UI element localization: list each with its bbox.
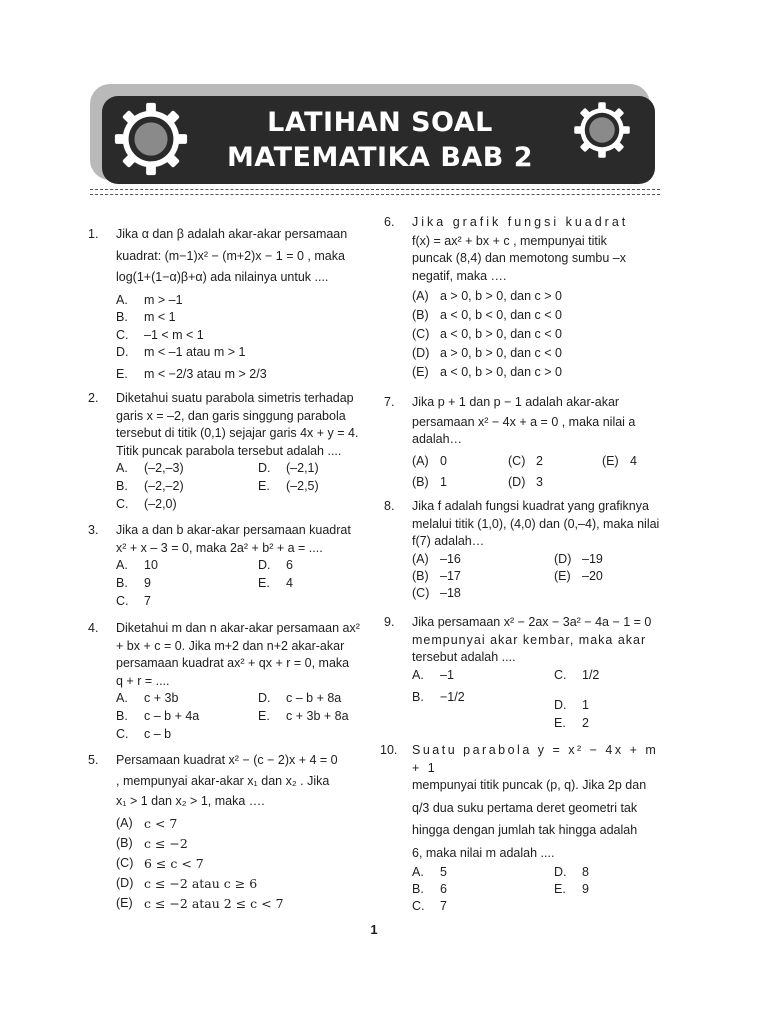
answer-option: (E) c ≤ −2 atau 2 ≤ c < 7 — [116, 895, 284, 911]
answer-option: A. m > –1 — [116, 292, 183, 307]
question-number: 8. — [384, 499, 395, 513]
divider — [90, 189, 660, 190]
page-title-line1: LATIHAN SOAL — [267, 107, 493, 138]
question-stem-line: Diketahui m dan n akar-akar persamaan ax² — [116, 621, 360, 635]
answer-option: (D) –19 — [554, 551, 603, 566]
answer-option: (A) –16 — [412, 551, 461, 566]
question-stem-line: Jika f adalah fungsi kuadrat yang grafiknya — [412, 499, 649, 513]
question-stem-line: Jika persamaan x² − 2ax − 3a² − 4a − 1 = 0 — [412, 615, 652, 629]
page-title-line2: MATEMATIKA BAB 2 — [226, 142, 534, 173]
answer-option: C. –1 < m < 1 — [116, 327, 204, 342]
question-stem-line: Suatu parabola y = x² − 4x + m + 1 — [412, 743, 659, 775]
question-number: 2. — [88, 391, 99, 405]
question-stem-line: q/3 dua suku pertama deret geometri tak — [412, 800, 638, 815]
question-stem-line: mempunyai akar kembar, maka akar — [412, 632, 647, 647]
answer-option: C. c – b — [116, 727, 172, 741]
answer-option: (E) a < 0, b > 0, dan c > 0 — [412, 365, 562, 379]
answer-option: D. 6 — [258, 558, 293, 572]
answer-option: (E) –20 — [554, 568, 603, 583]
question-stem-line: persamaan kuadrat ax² + qx + r = 0, maka — [116, 656, 350, 670]
question-stem-line: puncak (8,4) dan memotong sumbu –x — [412, 251, 627, 265]
divider — [90, 194, 660, 195]
question-stem-line: garis x = –2, dan garis singgung parabola — [116, 408, 346, 423]
question-stem-line: tersebut di titik (0,1) sejajar garis 4x + y = 4. — [116, 426, 359, 440]
answer-option: (E) 4 — [602, 453, 637, 468]
question-stem-line: f(7) adalah… — [412, 534, 485, 548]
question-stem-line: Jika a dan b akar-akar persamaan kuadrat — [116, 523, 351, 537]
answer-option: C. 1/2 — [554, 667, 600, 682]
answer-option: (B) 1 — [412, 474, 447, 489]
answer-option: D. m < –1 atau m > 1 — [116, 345, 246, 359]
question-number: 9. — [384, 615, 395, 629]
answer-option: (B) c ≤ −2 — [116, 835, 188, 851]
answer-option: B. m < 1 — [116, 310, 176, 324]
question-number: 6. — [384, 215, 395, 229]
page-number: 1 — [370, 922, 378, 937]
answer-option: (A) a > 0, b > 0, dan c > 0 — [412, 289, 562, 303]
answer-option: (D) c ≤ −2 atau c ≥ 6 — [116, 875, 258, 891]
answer-option: E. (–2,5) — [258, 479, 319, 493]
answer-option: E. 2 — [554, 715, 589, 730]
question-stem-line: Diketahui suatu parabola simetris terhadap — [116, 391, 354, 405]
question-stem-line: Jika α dan β adalah akar-akar persamaan — [116, 227, 348, 241]
gear-icon — [572, 100, 632, 160]
gear-icon — [112, 100, 190, 178]
answer-option: (B) –17 — [412, 568, 461, 583]
answer-option: (A) c < 7 — [116, 815, 178, 831]
answer-option: E. c + 3b + 8a — [258, 709, 349, 723]
answer-option: B. 9 — [116, 576, 151, 590]
answer-option: E. m < −2/3 atau m > 2/3 — [116, 366, 267, 381]
question-number: 3. — [88, 523, 99, 537]
question-stem-line: log(1+(1−α)β+α) ada nilainya untuk .... — [116, 270, 329, 284]
answer-option: (D) 3 — [508, 474, 543, 489]
answer-option: D. 1 — [554, 697, 589, 712]
answer-option: C. (–2,0) — [116, 497, 177, 511]
question-stem-line: persamaan x² − 4x + a = 0 , maka nilai a — [412, 414, 636, 429]
answer-option: B. −1/2 — [412, 689, 465, 704]
question-stem-line: q + r = .... — [116, 673, 170, 688]
question-number: 7. — [384, 395, 395, 409]
question-stem-line: melalui titik (1,0), (4,0) dan (0,–4), maka nilai — [412, 516, 660, 531]
question-number: 1. — [88, 227, 99, 241]
answer-option: (C) 6 ≤ c < 7 — [116, 855, 204, 871]
question-stem-line: Persamaan kuadrat x² − (c − 2)x + 4 = 0 — [116, 753, 338, 767]
answer-option: B. 6 — [412, 882, 447, 896]
question-stem-line: Titik puncak parabola tersebut adalah .... — [116, 443, 342, 458]
question-stem-line: negatif, maka …. — [412, 268, 507, 283]
answer-option: A. c + 3b — [116, 691, 179, 705]
answer-option: C. 7 — [116, 594, 151, 608]
answer-option: A. –1 — [412, 667, 454, 682]
question-stem-line: Jika grafik fungsi kuadrat — [412, 215, 629, 229]
question-stem-line: + bx + c = 0. Jika m+2 dan n+2 akar-akar — [116, 638, 345, 653]
question-number: 4. — [88, 621, 99, 635]
answer-option: E. 9 — [554, 882, 589, 896]
answer-option: (C) –18 — [412, 585, 461, 600]
question-stem-line: mempunyai titik puncak (p, q). Jika 2p dan — [412, 778, 647, 792]
answer-option: D. c – b + 8a — [258, 691, 342, 705]
question-stem-line: f(x) = ax² + bx + c , mempunyai titik — [412, 233, 607, 248]
question-stem-line: tersebut adalah .... — [412, 650, 516, 664]
question-stem-line: 6, maka nilai m adalah .... — [412, 845, 555, 860]
answer-option: A. (–2,–3) — [116, 461, 184, 475]
answer-option: C. 7 — [412, 899, 447, 913]
answer-option: B. c – b + 4a — [116, 709, 200, 723]
answer-option: (D) a > 0, b > 0, dan c < 0 — [412, 346, 562, 360]
answer-option: E. 4 — [258, 576, 293, 590]
question-number: 5. — [88, 753, 99, 767]
answer-option: (B) a < 0, b < 0, dan c < 0 — [412, 308, 562, 322]
answer-option: D. 8 — [554, 865, 589, 879]
question-stem-line: kuadrat: (m−1)x² − (m+2)x − 1 = 0 , maka — [116, 248, 345, 263]
answer-option: (C) a < 0, b > 0, dan c < 0 — [412, 327, 562, 341]
answer-option: A. 10 — [116, 558, 158, 572]
question-stem-line: , mempunyai akar-akar x₁ dan x₂ . Jika — [116, 773, 330, 788]
question-stem-line: adalah… — [412, 432, 463, 446]
answer-option: D. (–2,1) — [258, 461, 319, 475]
question-stem-line: hingga dengan jumlah tak hingga adalah — [412, 823, 638, 837]
answer-option: (A) 0 — [412, 453, 447, 468]
answer-option: (C) 2 — [508, 453, 543, 468]
question-number: 10. — [380, 743, 398, 757]
question-stem-line: x² + x – 3 = 0, maka 2a² + b² + a = .... — [116, 540, 323, 555]
question-stem-line: Jika p + 1 dan p − 1 adalah akar-akar — [412, 395, 620, 409]
answer-option: A. 5 — [412, 865, 447, 879]
answer-option: B. (–2,–2) — [116, 479, 184, 493]
question-stem-line: x₁ > 1 dan x₂ > 1, maka …. — [116, 794, 265, 808]
